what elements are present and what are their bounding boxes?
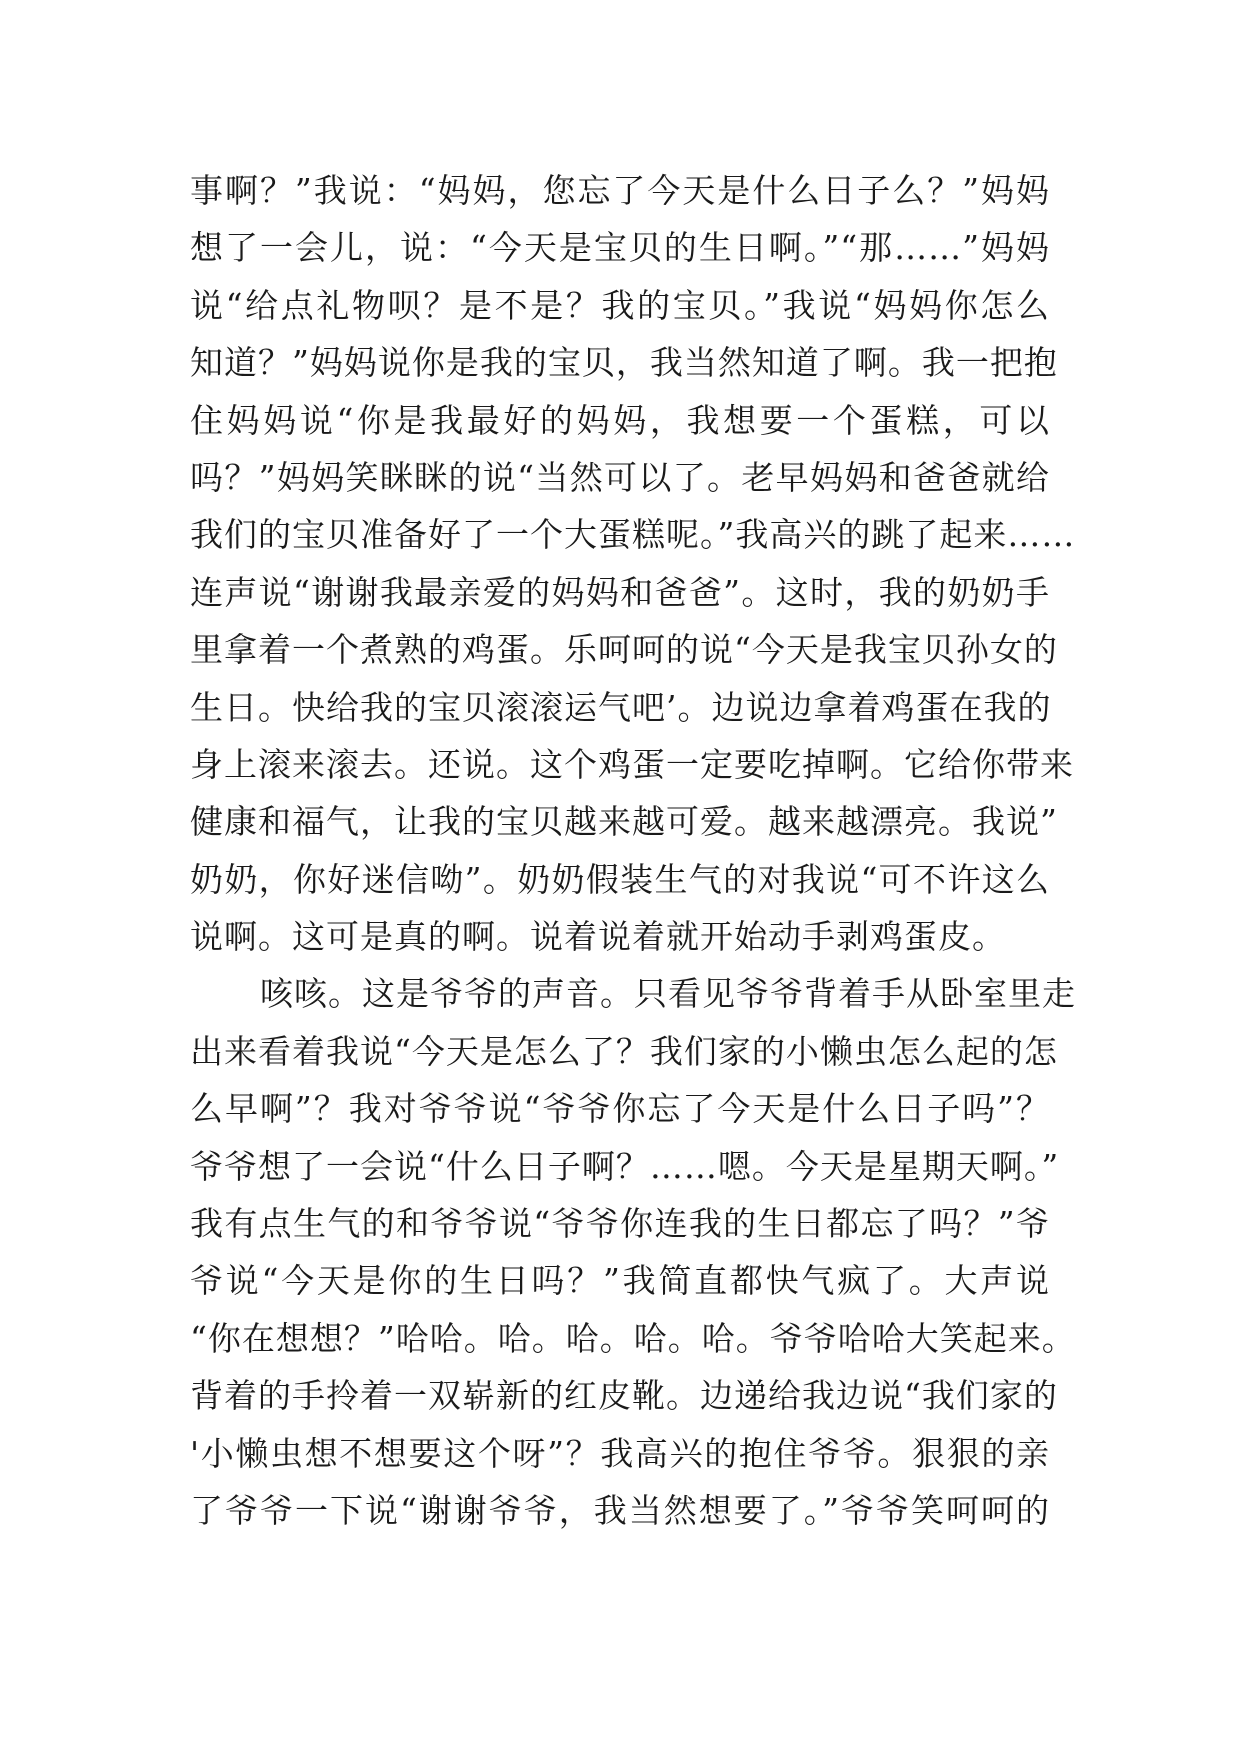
text-line: 吗？”妈妈笑眯眯的说“当然可以了。老早妈妈和爸爸就给 [190, 457, 1050, 497]
text-line: 爷爷想了一会说“什么日子啊？……嗯。今天是星期天啊。” [190, 1146, 1060, 1186]
text-line: 连声说“谢谢我最亲爱的妈妈和爸爸”。这时，我的奶奶手 [190, 572, 1050, 612]
text-line: 生日。快给我的宝贝滚滚运气吧’。边说边拿着鸡蛋在我的 [190, 687, 1052, 727]
text-line: 住妈妈说“你是我最好的妈妈，我想要一个蛋糕，可以 [190, 400, 1050, 440]
text-line: 背着的手拎着一双崭新的红皮靴。边递给我边说“我们家的 [190, 1376, 1058, 1416]
paragraph-start-line: 咳咳。这是爷爷的声音。只看见爷爷背着手从卧室里走 [260, 974, 1076, 1014]
text-line: 了爷爷一下说“谢谢爷爷，我当然想要了。”爷爷笑呵呵的 [190, 1490, 1050, 1530]
text-line: 奶奶，你好迷信呦”。奶奶假装生气的对我说“可不许这么 [190, 859, 1050, 899]
text-line: 健康和福气，让我的宝贝越来越可爱。越来越漂亮。我说” [190, 802, 1058, 842]
text-line: 知道？”妈妈说你是我的宝贝，我当然知道了啊。我一把抱 [190, 343, 1058, 383]
text-line: 我们的宝贝准备好了一个大蛋糕呢。”我高兴的跳了起来…… [190, 515, 1076, 555]
text-line: 出来看着我说“今天是怎么了？我们家的小懒虫怎么起的怎 [190, 1031, 1058, 1071]
text-line: 爷说“今天是你的生日吗？”我简直都快气疯了。大声说 [190, 1261, 1050, 1301]
text-line: 里拿着一个煮熟的鸡蛋。乐呵呵的说“今天是我宝贝孙女的 [190, 630, 1058, 670]
text-line: 想了一会儿，说：“今天是宝贝的生日啊。”“那……”妈妈 [190, 228, 1050, 268]
body-text [190, 162, 1076, 1539]
text-line: 我有点生气的和爷爷说“爷爷你连我的生日都忘了吗？”爷 [190, 1204, 1050, 1244]
text-line: 事啊？”我说：“妈妈，您忘了今天是什么日子么？”妈妈 [190, 171, 1050, 210]
text-line: '小懒虫想不想要这个呀”？我高兴的抱住爷爷。狠狠的亲 [190, 1433, 1050, 1473]
text-line: 么早啊”？我对爷爷说“爷爷你忘了今天是什么日子吗”？ [190, 1089, 1050, 1129]
paragraph-end-line: 说啊。这可是真的啊。说着说着就开始动手剥鸡蛋皮。 [190, 917, 1006, 957]
text-line: “你在想想？”哈哈。哈。哈。哈。哈。爷爷哈哈大笑起来。 [190, 1318, 1076, 1358]
text-line: 身上滚来滚去。还说。这个鸡蛋一定要吃掉啊。它给你带来 [190, 744, 1074, 784]
text-line: 说“给点礼物呗？是不是？我的宝贝。”我说“妈妈你怎么 [190, 285, 1050, 325]
